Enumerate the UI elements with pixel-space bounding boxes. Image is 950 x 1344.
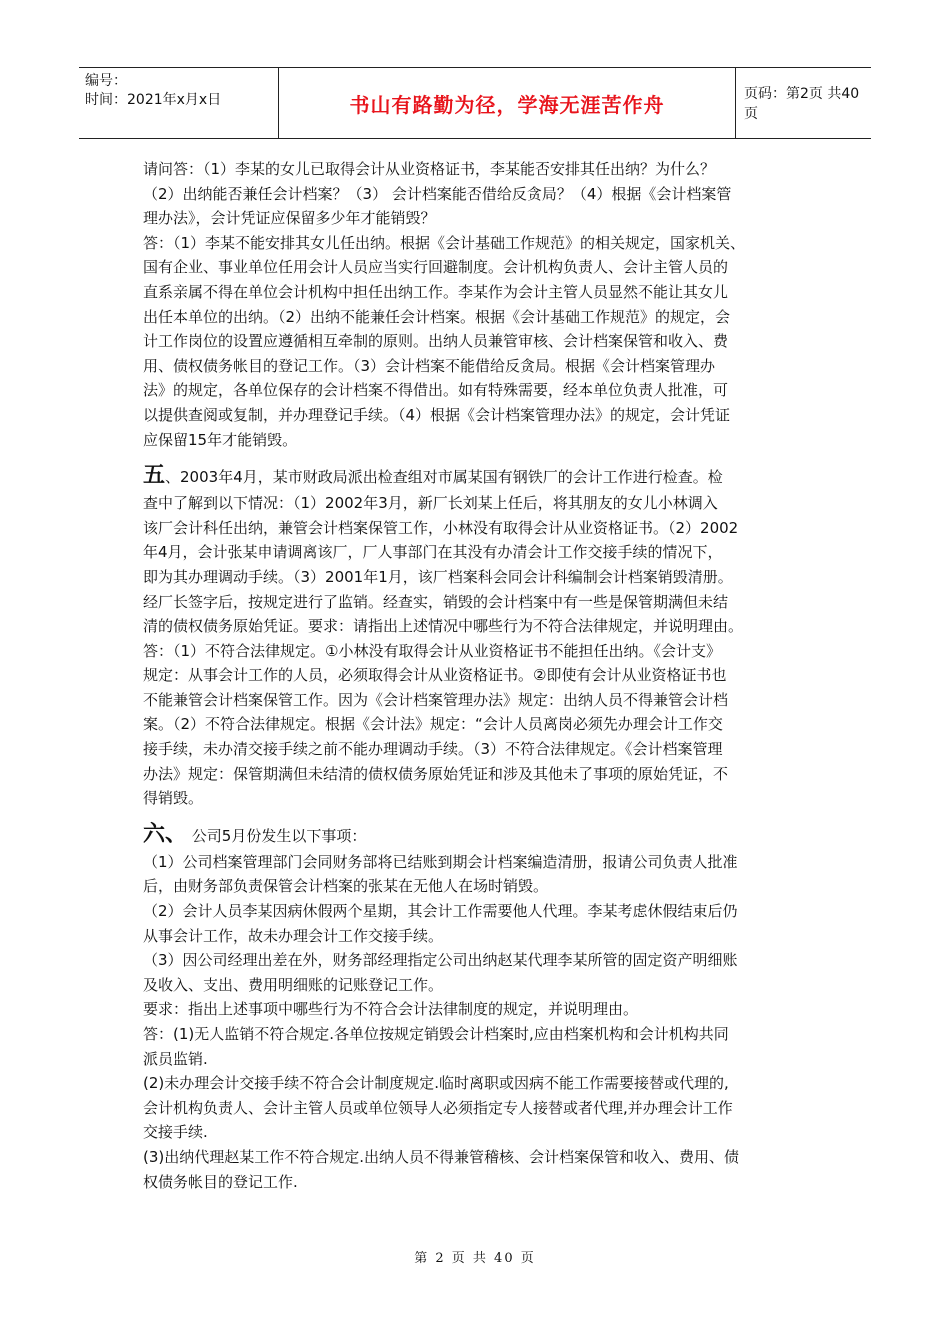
section-6-intro: 公司5月份发生以下事项： [187,826,367,845]
text-line: （3）因公司经理出差在外，财务部经理指定公司出纳赵某代理李某所管的固定资产明细账 [143,951,738,970]
text-line: 查中了解到以下情况：（1）2002年3月，新厂长刘某上任后，将其朋友的女儿小林调入 [143,494,718,513]
text-line: (3)出纳代理赵某工作不符合规定.出纳人员不得兼管稽核、会计档案保管和收入、费用、债 [143,1147,740,1166]
text-line: (2)未办理会计交接手续不符合会计制度规定.临时离职或因病不能工作需要接替或代理的, [143,1074,729,1093]
section-6-number: 六、 [143,820,188,847]
text-line: 即为其办理调动手续。（3）2001年1月，该厂档案科会同会计科编制会计档案销毁清册。 [143,567,733,586]
text-line: 办法》规定：保管期满但未结清的债权债务原始凭证和涉及其他未了事项的原始凭证，不 [143,764,729,783]
text-line: 交接手续. [143,1123,208,1142]
page-header [79,67,871,139]
text-line: 该厂会计科任出纳，兼管会计档案保管工作，小林没有取得会计从业资格证书。（2）2002 [143,518,739,537]
document-number-label: 编号： [85,73,127,89]
text-line: 应保留15年才能销毁。 [143,430,298,449]
text-line: 派员监销. [143,1049,208,1068]
text-line: 权债务帐目的登记工作. [143,1172,298,1191]
header-page-info: 页码：第2页 共40页 [744,86,860,122]
text-line: 规定：从事会计工作的人员，必须取得会计从业资格证书。②即使有会计从业资格证书也 [143,666,727,685]
text-line: 国有企业、事业单位任用会计人员应当实行回避制度。会计机构负责人、会计主管人员的 [143,258,729,277]
section-5-block [143,491,813,811]
text-line: 以提供查阅或复制，并办理登记手续。（4）根据《会计档案管理办法》的规定，会计凭证 [143,405,731,424]
page-footer: 第 2 页 共 40 页 [414,1251,536,1266]
text-line: 案。（2）不符合法律规定。根据《会计法》规定：“会计人员离岗必须先办理会计工作交 [143,715,723,734]
text-line: 答：（1）李某不能安排其女儿任出纳。根据《会计基础工作规范》的相关规定，国家机关、 [143,233,746,252]
text-line: 法》的规定，各单位保存的会计档案不得借出。如有特殊需要，经本单位负责人批准，可 [143,381,729,400]
document-time: 时间：2021年x月x日 [85,92,222,108]
section-5-number: 五 [143,462,166,489]
text-line: （2）出纳能否兼任会计档案？（3） 会计档案能否借给反贪局？（4）根据《会计档案管 [143,184,732,203]
text-line: 得销毁。 [143,789,204,808]
text-line: 会计机构负责人、会计主管人员或单位领导人必须指定专人接替或者代理,并办理会计工作 [143,1098,733,1117]
question-4-block [143,157,813,452]
text-line: 后，由财务部负责保管会计档案的张某在无他人在场时销毁。 [143,877,549,896]
text-line: 答：（1）不符合法律规定。①小林没有取得会计从业资格证书不能担任出纳。《会计支》 [143,641,721,660]
text-line: 接手续，未办清交接手续之前不能办理调动手续。（3）不符合法律规定。《会计档案管理 [143,740,723,759]
text-line: 及收入、支出、费用明细账的记账登记工作。 [143,975,444,994]
document-body [143,157,813,1194]
section-5-intro: 、2003年4月，某市财政局派出检查组对市属某国有钢铁厂的会计工作进行检查。检 [165,468,723,487]
text-line: 经厂长签字后，按规定进行了监销。经查实，销毁的会计档案中有一些是保管期满但未结 [143,592,729,611]
text-line: 年4月，会计张某申请调离该厂，厂人事部门在其没有办清会计工作交接手续的情况下， [143,543,723,562]
text-line: 从事会计工作，故未办理会计工作交接手续。 [143,926,444,945]
text-line: 直系亲属不得在单位会计机构中担任出纳工作。李某作为会计主管人员显然不能让其女儿 [143,282,729,301]
text-line: 答：(1)无人监销不符合规定.各单位按规定销毁会计档案时,应由档案机构和会计机构共同 [143,1025,729,1043]
section-6-block [143,850,813,1194]
text-line: 计工作岗位的设置应遵循相互牵制的原则。出纳人员兼管审核、会计档案保管和收入、费 [143,332,729,351]
text-line: 不能兼管会计档案保管工作。因为《会计档案管理办法》规定：出纳人员不得兼管会计档 [143,690,729,709]
text-line: 要求：指出上述事项中哪些行为不符合会计法律制度的规定，并说明理由。 [143,1000,639,1019]
text-line: （1）公司档案管理部门会同财务部将已结账到期会计档案编造清册，报请公司负责人批准 [143,852,738,871]
header-motto: 书山有路勤为径，学海无涯苦作舟 [349,92,665,117]
text-line: 清的债权债务原始凭证。要求：请指出上述情况中哪些行为不符合法律规定，并说明理由。 [143,617,744,636]
text-line: 用、债权债务帐目的登记工作。（3）会计档案不能借给反贪局。根据《会计档案管理办 [143,356,716,375]
header-meta [79,68,279,138]
text-line: 请问答：（1）李某的女儿已取得会计从业资格证书，李某能否安排其任出纳？为什么？ [143,160,716,178]
header-motto-cell [279,68,736,138]
section-5-heading [143,461,813,491]
text-line: （2）会计人员李某因病休假两个星期，其会计工作需要他人代理。李某考虑休假结束后仍 [143,902,738,921]
text-line: 出任本单位的出纳。（2）出纳不能兼任会计档案。根据《会计基础工作规范》的规定，会 [143,307,731,326]
text-line: 理办法》，会计凭证应保留多少年才能销毁？ [143,209,436,228]
section-6-heading [143,820,813,850]
